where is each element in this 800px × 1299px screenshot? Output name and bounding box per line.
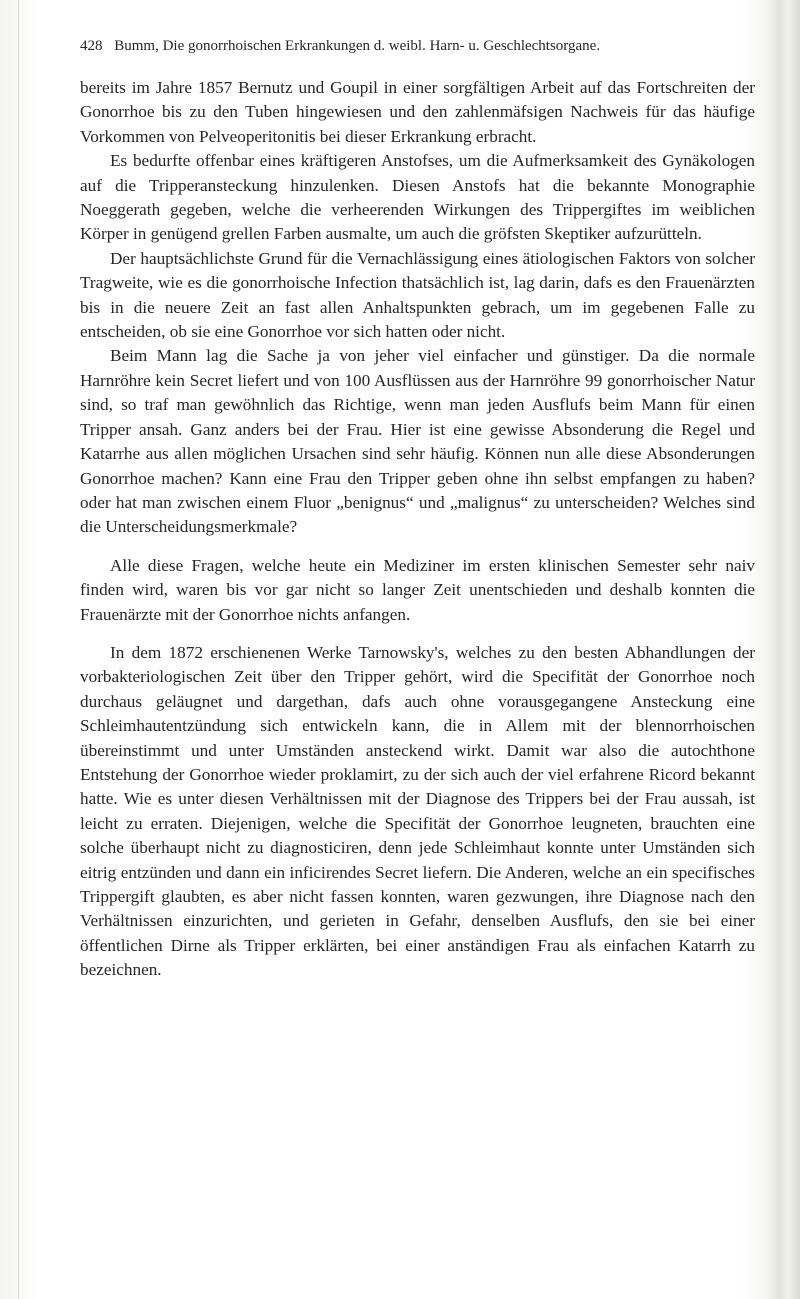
running-title: Bumm, Die gonorrhoischen Erkrankungen d. weibl. Harn- u. Geschlechtsorgane.: [114, 38, 601, 54]
paragraph-1: bereits im Jahre 1857 Bernutz und Goupil in einer sorgfältigen Arbeit auf das Fortschreiten der Gonorrhoe bis zu den Tuben hingewiesen und den zahlenmäfsigen Nachweis für das häufige Vorkommen von Pelveoperitonitis bei dieser Erkrankung erbracht.: [80, 78, 755, 146]
page-outer-edge: [766, 0, 800, 1299]
running-header: [80, 36, 755, 56]
page-content: [80, 36, 755, 983]
paragraph-6: In dem 1872 erschienenen Werke Tarnowsky's, welches zu den besten Abhandlungen der vorbakteriologischen Zeit über den Tripper gehört, wird die Specifität der Gonorrhoe noch durchaus geläugnet und dargethan, dafs auch ohne vorausgegangene Ansteckung eine Schleimhautentzündung sich entwickeln kann, die in Allem mit der blennorrhoischen übereinstimmt und unter Umständen ansteckend wirkt. Damit war also die autochthone Entstehung der Gonorrhoe wieder proklamirt, zu der sich auch der viel erfahrene Ricord bekannt hatte. Wie es unter diesen Verhältnissen mit der Diagnose des Trippers bei der Frau aussah, ist leicht zu erraten. Diejenigen, welche die Specifität der Gonorrhoe leugneten, brauchten eine solche überhaupt nicht zu diagnosticiren, denn jede Schleimhaut konnte unter Umständen sich eitrig entzünden und dann ein inficirendes Secret liefern. Die Anderen, welche an ein specifisches Trippergift glaubten, es aber nicht fassen konnten, waren gezwungen, ihre Diagnose nach den Verhältnissen einzurichten, und gerieten in Gefahr, denselben Ausflufs, den sie bei einer öffentlichen Dirne als Tripper erklärten, bei einer anständigen Frau als einfachen Katarrh zu bezeichnen.: [80, 642, 755, 980]
paragraph-3: Der hauptsächlichste Grund für die Vernachlässigung eines ätiologischen Faktors von solcher Tragweite, wie es die gonorrhoische Infection thatsächlich ist, lag darin, dafs es den Frauenärzten bis in die neuere Zeit an fast allen Anhaltspunkten gebrach, um im gegebenen Falle zu entscheiden, ob sie eine Gonorrhoe vor sich hatten oder nicht.: [80, 248, 755, 342]
page-binding-edge: [0, 0, 19, 1299]
paragraph-5: Alle diese Fragen, welche heute ein Mediziner im ersten klinischen Semester sehr naiv finden wird, waren bis vor gar nicht so langer Zeit unentschieden und deshalb konnten die Frauenärzte mit der Gonorrhoe nichts anfangen.: [80, 555, 755, 624]
paragraph-2: Es bedurfte offenbar eines kräftigeren Anstofses, um die Aufmerksamkeit des Gynäkologen auf die Tripperansteckung hinzulenken. Diesen Anstofs hat die bekannte Monographie Noeggerath gegeben, welche die verheerenden Wirkungen des Trippergiftes im weiblichen Körper in genügend grellen Farben ausmalte, um auch die gröfsten Skeptiker aufzurütteln.: [80, 151, 755, 244]
paragraph-4: Beim Mann lag die Sache ja von jeher viel einfacher und günstiger. Da die normale Harnröhre kein Secret liefert und von 100 Ausflüssen aus der Harnröhre 99 gonorrhoischer Natur sind, so traf man gewöhnlich das Richtige, wenn man jeden Ausflufs beim Mann für einen Tripper ansah. Ganz anders bei der Frau. Hier ist eine gewisse Absonderung die Regel und Katarrhe aus allen möglichen Ursachen sind sehr häufig. Können nun alle diese Absonderungen Gonorrhoe machen? Kann eine Frau den Tripper geben ohne ihn selbst empfangen zu haben? oder hat man zwischen einem Fluor „benignus“ und „malignus“ zu unterscheiden? Welches sind die Unterscheidungsmerkmale?: [80, 346, 755, 537]
page-number: 428: [80, 38, 103, 54]
